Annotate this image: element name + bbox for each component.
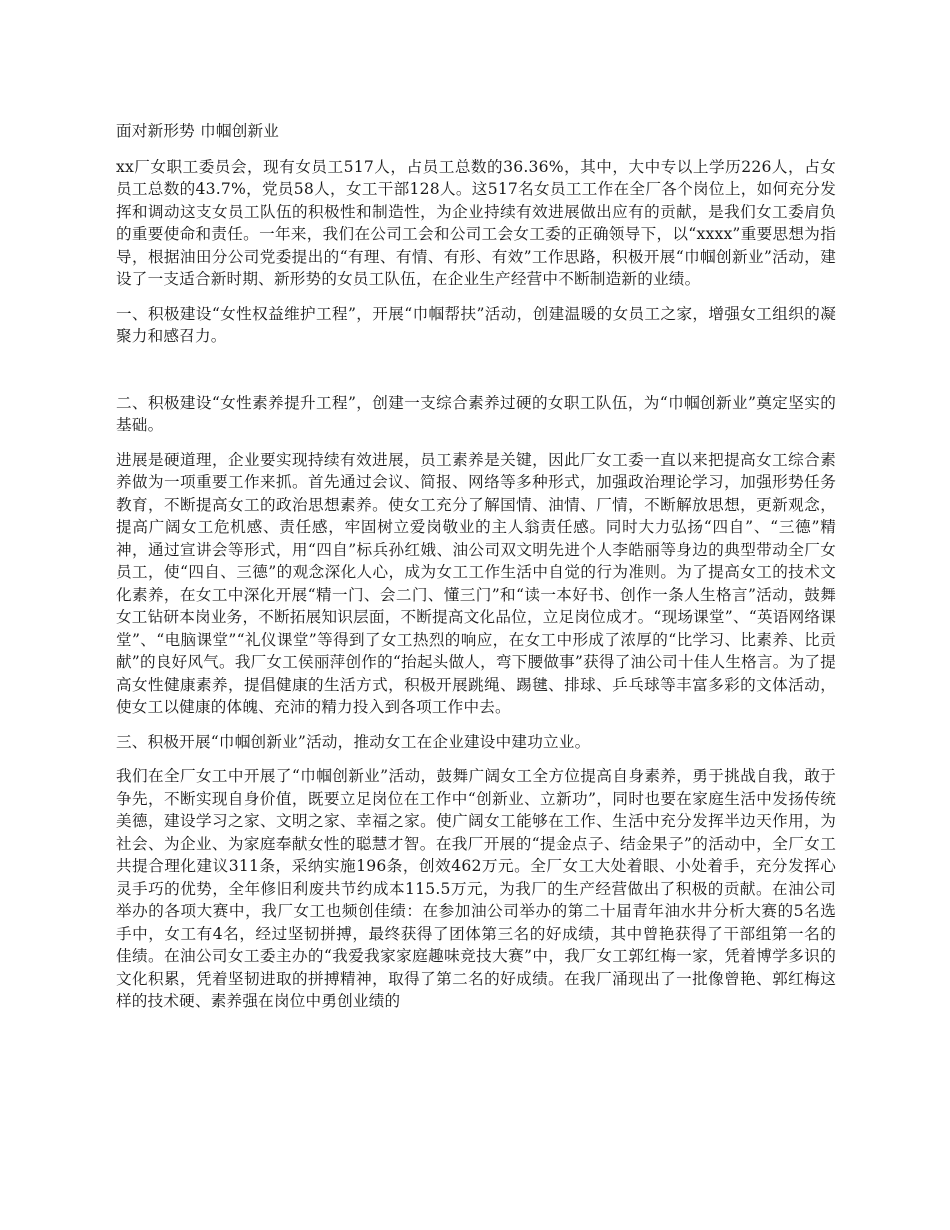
- paragraph-achievements: 我们在全厂女工中开展了“巾帼创新业”活动，鼓舞广阔女工全方位提高自身素养，勇于挑战自我，敢于争先，不断实现自身价值，既要立足岗位在工作中“创新业、立新功”，同时也要在家庭生活中发扬传统美德，建设学习之家、文明之家、幸福之家。使广阔女工能够在工作、生活中充分发挥半边天作用，为社会、为企业、为家庭奉献女性的聪慧才智。在我厂开展的“提金点子、结金果子”的活动中，全厂女工共提合理化建议311条，采纳实施196条，创效462万元。全厂女工大处着眼、小处着手，充分发挥心灵手巧的优势，全年修旧利废共节约成本115.5万元，为我厂的生产经营做出了积极的贡献。在油公司举办的各项大赛中，我厂女工也频创佳绩：在参加油公司举办的第二十届青年油水井分析大赛的5名选手中，女工有4名，经过坚韧拼搏，最终获得了团体第三名的好成绩，其中曾艳获得了干部组第一名的佳绩。在油公司女工委主办的“我爱我家家庭趣味竞技大赛”中，我厂女工郭红梅一家，凭着博学多识的文化积累，凭着坚韧进取的拼搏精神，取得了第二名的好成绩。在我厂涌现出了一批像曾艳、郭红梅这样的技术硬、素养强在岗位中勇创业绩的: [116, 767, 836, 1010]
- section-spacer: [116, 360, 836, 392]
- document-title: 面对新形势 巾帼创新业: [116, 122, 280, 140]
- paragraph-intro: xx厂女职工委员会，现有女员工517人，占员工总数的36.36%，其中，大中专以上学历226人，占女员工总数的43.7%，党员58人，女工干部128人。这517名女员工工作在全厂各个岗位上，如何充分发挥和调动这支女员工队伍的积极性和制造性，为企业持续有效进展做出应有的贡献，是我们女工委肩负的重要使命和责任。一年来，我们在公司工会和公司工会女工委的正确领导下，以“xxxx”重要思想为指导，根据油田分公司党委提出的“有理、有情、有形、有效”工作思路，积极开展“巾帼创新业”活动，建设了一支适合新时期、新形势的女员工队伍，在企业生产经营中不断制造新的业绩。: [116, 157, 836, 288]
- section-heading-2: 二、积极建设“女性素养提升工程”，创建一支综合素养过硬的女职工队伍，为“巾帼创新业”奠定坚实的基础。: [116, 393, 836, 434]
- section-heading-3: 三、积极开展“巾帼创新业”活动，推动女工在企业建设中建功立业。: [116, 732, 591, 751]
- paragraph-quality: 进展是硬道理，企业要实现持续有效进展，员工素养是关键，因此厂女工委一直以来把提高女工综合素养做为一项重要工作来抓。首先通过会议、简报、网络等多种形式，加强政治理论学习，加强形势任务教育，不断提高女工的政治思想素养。使女工充分了解国情、油情、厂情，不断解放思想，更新观念，提高广阔女工危机感、责任感，牢固树立爱岗敬业的主人翁责任感。同时大力弘扬“四自”、“三德”精神，通过宣讲会等形式，用“四自”标兵孙红娥、油公司双文明先进个人李皓丽等身边的典型带动全厂女员工，使“四自、三德”的观念深化人心，成为女工工作生活中自觉的行为准则。为了提高女工的技术文化素养，在女工中深化开展“精一门、会二门、懂三门”和“读一本好书、创作一条人生格言”活动，鼓舞女工钻研本岗业务，不断拓展知识层面，不断提高文化品位，立足岗位成才。“现场课堂”、“英语网络课堂”、“电脑课堂”“礼仪课堂”等得到了女工热烈的响应，在女工中形成了浓厚的“比学习、比素养、比贡献”的良好风气。我厂女工侯丽萍创作的“抬起头做人，弯下腰做事”获得了油公司十佳人生格言。为了提高女性健康素养，提倡健康的生活方式，积极开展跳绳、踢毽、排球、乒乓球等丰富多彩的文体活动，使女工以健康的体魄、充沛的精力投入到各项工作中去。: [116, 450, 836, 716]
- document-page: [116, 120, 836, 1025]
- section-heading-1: 一、积极建设“女性权益维护工程”，开展“巾帼帮扶”活动，创建温暖的女员工之家，增强女工组织的凝聚力和感召力。: [116, 304, 836, 345]
